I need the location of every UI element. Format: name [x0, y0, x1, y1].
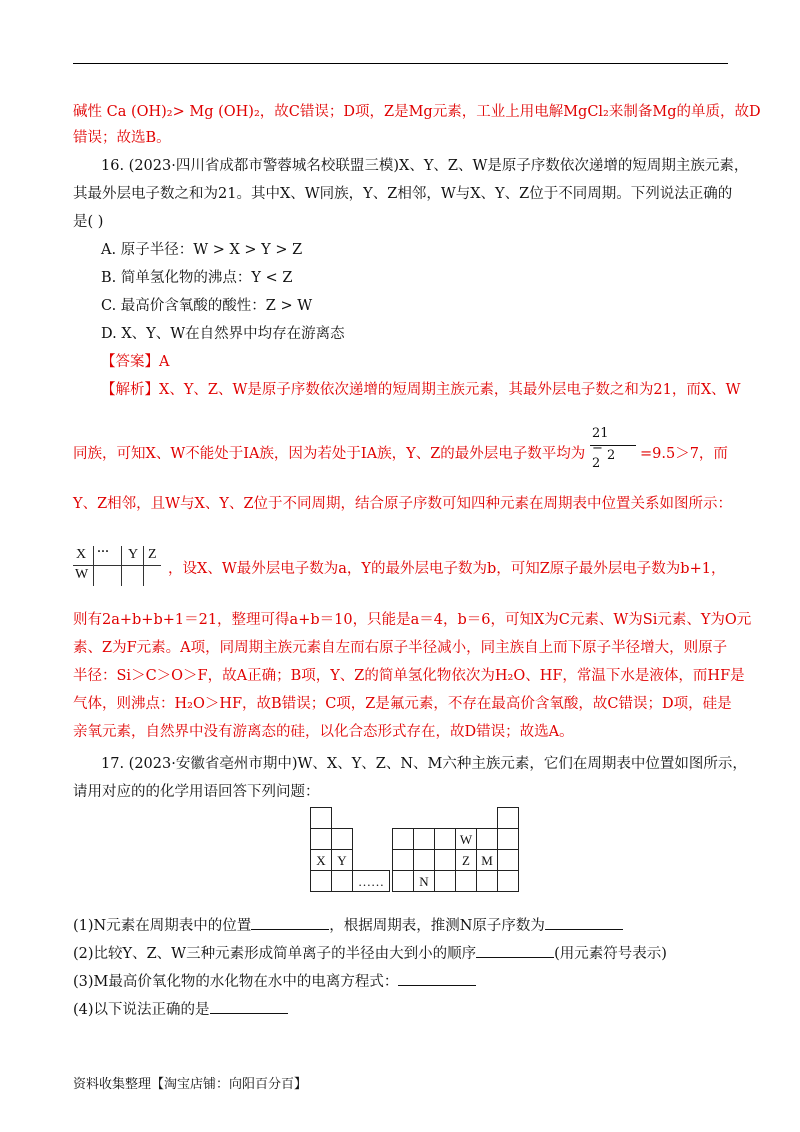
analysis-line: Y、Z相邻，且W与X、Y、Z位于不同周期，结合原子序数可知四种元素在周期表中位置关系如图所示：	[73, 496, 733, 512]
question-17-stem: 17. (2023·安徽省亳州市期中)W、X、Y、Z、N、M六种主族元素，它们在周期表中位置如图所示，	[101, 756, 747, 772]
grid-cell	[392, 828, 414, 850]
grid-cell	[476, 828, 498, 850]
grid-cell-y: Y	[331, 849, 353, 871]
option-a: A. 原子半径：W > X > Y > Z	[101, 242, 303, 258]
option-c: C. 最高价含氧酸的酸性：Z > W	[101, 298, 313, 314]
analysis-line: 【解析】X、Y、Z、W是原子序数依次递增的短周期主族元素，其最外层电子数之和为21，而X、W	[101, 382, 741, 398]
analysis-line: 则有2a+b+b+1＝21，整理可得a+b＝10，只能是a＝4，b＝6，可知X为C元素、W为Si元素、Y为O元	[73, 612, 752, 628]
answer-blank[interactable]	[251, 917, 329, 930]
subquestion-4	[73, 1001, 288, 1019]
page-footer: 资料收集整理【淘宝店铺：向阳百分百】	[73, 1077, 308, 1092]
grid-cell	[434, 828, 456, 850]
grid-cell	[434, 849, 456, 871]
subquestion-text: (1)N元素在周期表中的位置	[73, 918, 252, 934]
grid-cell	[434, 870, 456, 892]
table-rule	[93, 546, 94, 586]
table-rule	[121, 546, 122, 586]
grid-cell	[413, 849, 435, 871]
grid-cell-m: M	[476, 849, 498, 871]
grid-cell	[476, 870, 498, 892]
cell-x: X	[76, 547, 87, 562]
position-table	[73, 546, 163, 586]
grid-cell	[455, 870, 477, 892]
analysis-line: 亲氧元素，自然界中没有游离态的硅，以化合态形式存在，故D错误；故选A。	[73, 724, 574, 740]
fraction-denominator: 2	[607, 448, 616, 463]
grid-cell	[497, 849, 519, 871]
analysis-line: =9.5＞7，而	[640, 446, 728, 462]
periodic-table-diagram	[310, 807, 518, 895]
text-line: 碱性 Ca (OH)₂> Mg (OH)₂，故C错误；D项，Z是Mg元素，工业上用电解MgCl₂来制备Mg的单质，故D	[73, 104, 761, 120]
table-rule	[73, 565, 161, 566]
fraction-bar	[590, 445, 636, 446]
cell-y: Y	[128, 547, 139, 562]
option-d: D. X、Y、W在自然界中均存在游离态	[101, 326, 345, 342]
grid-cell	[497, 807, 519, 829]
table-rule	[143, 546, 144, 586]
text-line: 错误；故选B。	[73, 130, 171, 146]
cell-z: Z	[148, 547, 157, 562]
subquestion-text: ，根据周期表，推测N原子序数为	[329, 918, 545, 934]
question-16-stem: 16. (2023·四川省成都市警蓉城名校联盟三模)X、Y、Z、W是原子序数依次递增的短周期主族元素，	[101, 158, 749, 174]
grid-cell-n: N	[413, 870, 435, 892]
grid-cell	[413, 828, 435, 850]
grid-cell-x: X	[310, 849, 332, 871]
grid-cell-dots: ……	[352, 870, 390, 892]
grid-cell-z: Z	[455, 849, 477, 871]
grid-cell	[310, 870, 332, 892]
question-17-stem: 请用对应的的化学用语回答下列问题：	[73, 784, 320, 800]
answer-blank[interactable]	[545, 917, 623, 930]
subquestion-text: (3)M最高价氧化物的水化物在水中的电离方程式：	[73, 974, 399, 990]
grid-cell	[331, 828, 353, 850]
analysis-line: ，设X、W最外层电子数为a，Y的最外层电子数为b，可知Z原子最外层电子数为b+1，	[168, 561, 726, 577]
question-16-stem: 其最外层电子数之和为21。其中X、W同族，Y、Z相邻，W与X、Y、Z位于不同周期。下列说法正确的	[73, 186, 733, 202]
analysis-line: 半径：Si＞C＞O＞F，故A正确；B项，Y、Z的简单氢化物依次为H₂O、HF，常温下水是液体，而HF是	[73, 668, 745, 684]
subquestion-text: (2)比较Y、Z、W三种元素形成简单离子的半径由大到小的顺序	[73, 946, 477, 962]
grid-cell	[392, 870, 414, 892]
grid-cell	[310, 828, 332, 850]
question-16-stem: 是( )	[73, 214, 104, 230]
answer-blank[interactable]	[210, 1001, 288, 1014]
answer-blank[interactable]	[398, 973, 476, 986]
header-rule	[73, 63, 728, 64]
grid-cell	[310, 807, 332, 829]
cell-dots: ···	[97, 544, 110, 558]
grid-cell-w: W	[455, 828, 477, 850]
grid-cell	[331, 870, 353, 892]
grid-cell	[497, 828, 519, 850]
option-b: B. 简单氢化物的沸点：Y < Z	[101, 270, 293, 286]
analysis-line: 素、Z为F元素。A项，同周期主族元素自左而右原子半径减小，同主族自上而下原子半径增大，则原子	[73, 640, 728, 656]
grid-cell	[497, 870, 519, 892]
subquestion-1	[73, 917, 623, 935]
cell-w: W	[75, 567, 89, 582]
answer-blank[interactable]	[476, 945, 554, 958]
subquestion-text: (用元素符号表示)	[554, 946, 667, 962]
grid-cell	[392, 849, 414, 871]
fraction-numerator: 21 − 2	[592, 426, 609, 471]
subquestion-2	[73, 945, 667, 963]
subquestion-3	[73, 973, 476, 991]
analysis-line: 同族，可知X、W不能处于IA族，因为若处于IA族，Y、Z的最外层电子数平均为	[73, 446, 586, 462]
answer: 【答案】A	[101, 354, 170, 370]
subquestion-text: (4)以下说法正确的是	[73, 1002, 210, 1018]
analysis-line: 气体，则沸点：H₂O＞HF，故B错误；C项，Z是氟元素，不存在最高价含氧酸，故C错误；D项，硅是	[73, 696, 732, 712]
